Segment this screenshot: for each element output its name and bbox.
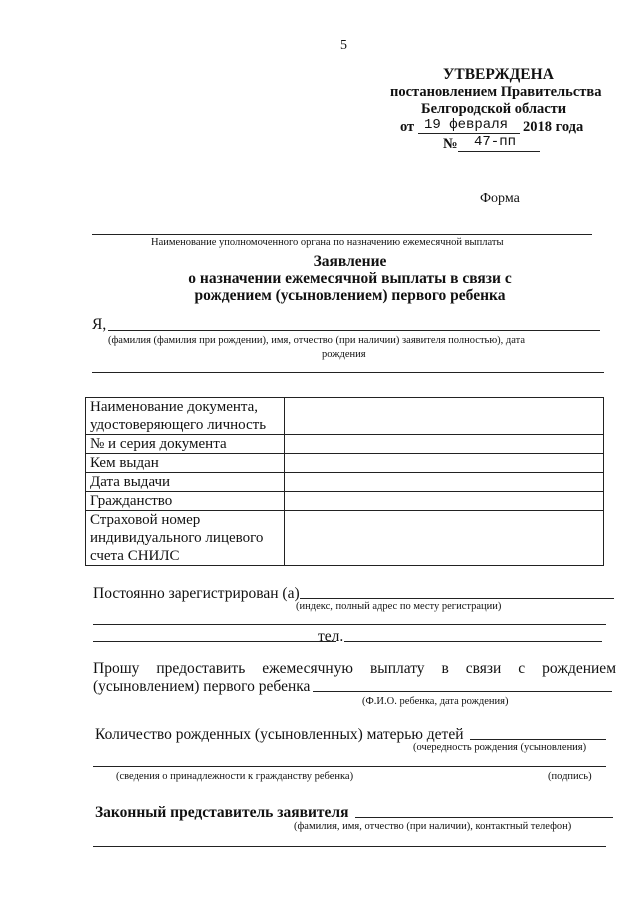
authority-caption: Наименование уполномоченного органа по назначению ежемесячной выплаты: [151, 237, 504, 248]
child-name-field[interactable]: [313, 691, 612, 692]
document-table: [85, 397, 604, 566]
approval-line-1: постановлением Правительства: [390, 84, 602, 100]
heading-line-2: о назначении ежемесячной выплаты в связи с: [188, 270, 512, 287]
approval-date-value: 19 февраля: [424, 117, 509, 133]
request-caption: (Ф.И.О. ребенка, дата рождения): [362, 696, 509, 707]
row-label: Дата выдачи: [86, 473, 285, 492]
applicant-birthdate-field[interactable]: [92, 372, 604, 373]
registration-address-field[interactable]: [300, 598, 614, 599]
citizenship-field[interactable]: [93, 766, 606, 767]
row-label: Кем выдан: [86, 454, 285, 473]
applicant-name-field[interactable]: [108, 330, 600, 331]
children-count-caption: (очередность рождения (усыновления): [413, 742, 587, 753]
heading-line-3: рождением (усыновлением) первого ребенка: [194, 287, 506, 304]
row-label: № и серия документа: [86, 435, 285, 454]
representative-field-2[interactable]: [93, 846, 606, 847]
form-label: Форма: [480, 191, 520, 206]
table-row: [86, 435, 604, 454]
row-label: Страховой номер индивидуального лицевого счета СНИЛС: [86, 511, 285, 566]
table-row: [86, 473, 604, 492]
approval-date-suffix: 2018 года: [523, 119, 584, 135]
row-value-field[interactable]: [285, 492, 604, 511]
authority-line[interactable]: [92, 234, 592, 235]
heading-title: Заявление: [313, 253, 387, 270]
registration-address-field-3[interactable]: [93, 641, 336, 642]
phone-label: тел.: [318, 628, 344, 645]
table-row: [86, 511, 604, 566]
page-number: 5: [340, 38, 347, 53]
row-label: Гражданство: [86, 492, 285, 511]
table-row: [86, 492, 604, 511]
representative-caption: (фамилия, имя, отчество (при наличии), контактный телефон): [294, 821, 572, 832]
approval-date-prefix: от: [400, 119, 415, 135]
row-value-field[interactable]: [285, 398, 604, 435]
signature-caption: (подпись): [548, 771, 592, 782]
applicant-prefix: Я,: [92, 316, 107, 333]
table-row: [86, 398, 604, 435]
applicant-caption-line-1: (фамилия (фамилия при рождении), имя, отчество (при наличии) заявителя полностью), дата: [108, 335, 526, 346]
representative-field[interactable]: [355, 817, 613, 818]
request-line-1: Прошу предоставить ежемесячную выплату в связи с рождением: [93, 660, 616, 677]
row-value-field[interactable]: [285, 454, 604, 473]
representative-label: Законный представитель заявителя: [95, 804, 349, 821]
children-count-label: Количество рожденных (усыновленных) матерью детей: [95, 726, 464, 743]
request-line-2: (усыновлением) первого ребенка: [93, 678, 311, 695]
phone-field[interactable]: [344, 641, 602, 642]
approval-number-prefix: №: [443, 136, 458, 152]
row-value-field[interactable]: [285, 435, 604, 454]
row-label: Наименование документа, удостоверяющего личность: [86, 398, 285, 435]
approval-title: УТВЕРЖДЕНА: [443, 66, 554, 83]
registration-label: Постоянно зарегистрирован (а): [93, 585, 300, 602]
registration-address-field-2[interactable]: [93, 624, 606, 625]
row-value-field[interactable]: [285, 511, 604, 566]
approval-line-2: Белгородской области: [421, 101, 567, 117]
citizenship-caption: (сведения о принадлежности к гражданству ребенка): [116, 771, 354, 782]
applicant-caption-line-2: рождения: [322, 349, 366, 360]
registration-caption: (индекс, полный адрес по месту регистрации): [296, 601, 502, 612]
row-value-field[interactable]: [285, 473, 604, 492]
table-row: [86, 454, 604, 473]
children-count-field[interactable]: [470, 739, 606, 740]
approval-number-value: 47-пп: [474, 134, 517, 150]
